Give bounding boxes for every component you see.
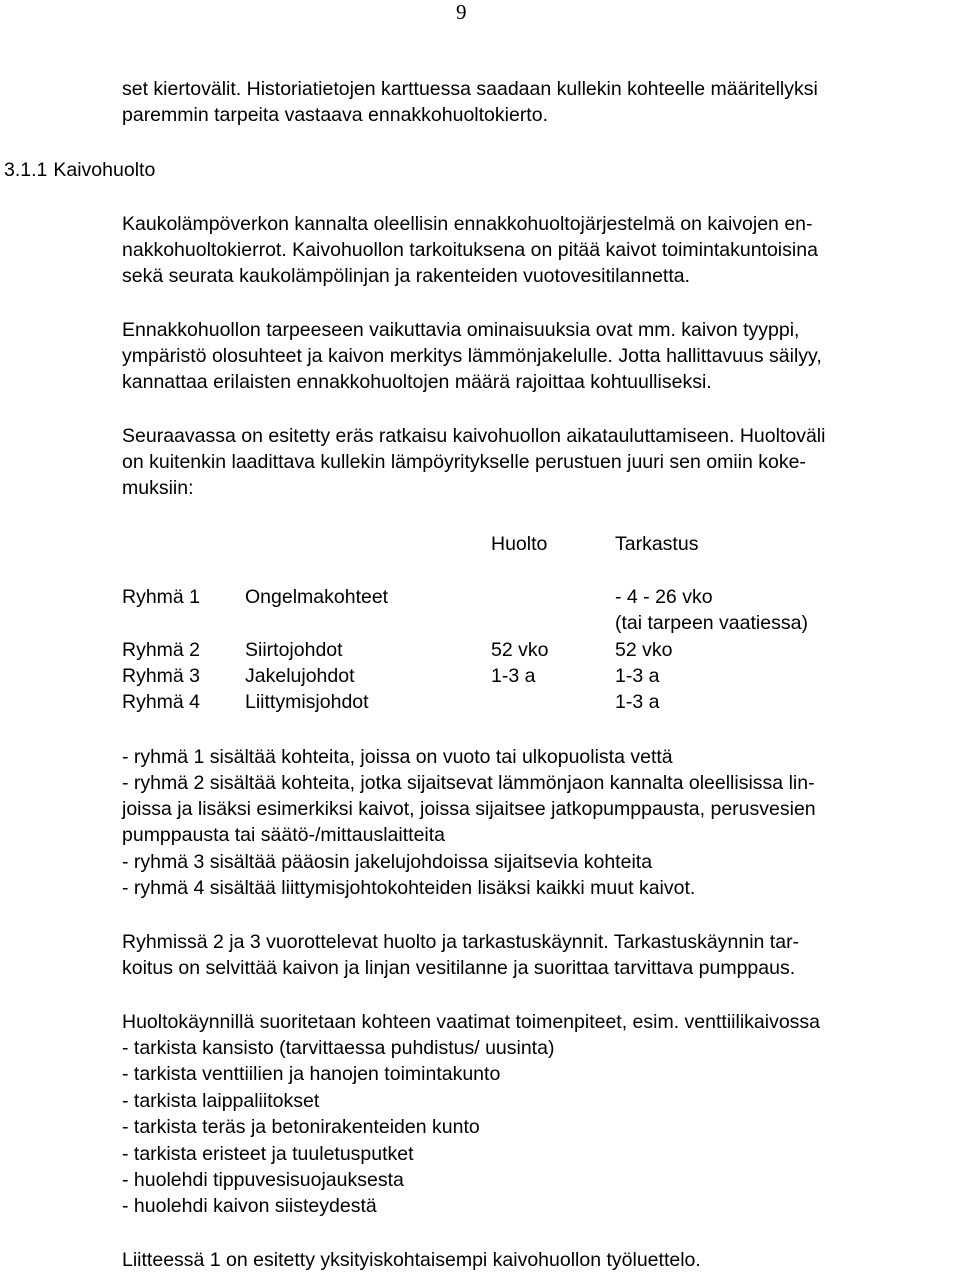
section-title: Kaivohuolto — [53, 159, 156, 181]
checklist-item: - huolehdi kaivon siisteydestä — [122, 1195, 377, 1217]
row-huolto: 1-3 a — [491, 665, 536, 687]
page-number: 9 — [456, 0, 467, 24]
groups-desc-line-3: joissa ja lisäksi esimerkiksi kaivot, joissa sijaitsee jatkopumppausta, perusvesien — [122, 798, 816, 820]
para1-line-3: sekä seurata kaukolämpölinjan ja rakenteiden vuotovesitilannetta. — [122, 265, 691, 287]
row-group: Ryhmä 4 — [122, 691, 201, 713]
row-tarkastus-note: (tai tarpeen vaatiessa) — [615, 612, 808, 634]
section-heading — [4, 157, 155, 183]
para5-line-1: Huoltokäynnillä suoritetaan kohteen vaatimat toimenpiteet, esim. venttiilikaivossa — [122, 1011, 821, 1033]
para2-line-1: Ennakkohuollon tarpeeseen vaikuttavia ominaisuuksia ovat mm. kaivon tyyppi, — [122, 319, 800, 341]
para3-line-2: on kuitenkin laadittava kullekin lämpöyritykselle perustuen juuri sen omiin koke- — [122, 451, 806, 473]
checklist-item: - tarkista teräs ja betonirakenteiden kunto — [122, 1116, 480, 1138]
row-target: Liittymisjohdot — [245, 691, 369, 713]
row-group: Ryhmä 2 — [122, 639, 201, 661]
row-group: Ryhmä 3 — [122, 665, 201, 687]
groups-desc-line-2: - ryhmä 2 sisältää kohteita, jotka sijaitsevat lämmönjaon kannalta oleellisissa lin- — [122, 772, 815, 794]
para2-line-3: kannattaa erilaisten ennakkohuoltojen määrä rajoittaa kohtuulliseksi. — [122, 371, 712, 393]
intro-line-1: set kiertovälit. Historiatietojen karttuessa saadaan kullekin kohteelle määritellyksi — [122, 78, 818, 100]
checklist-item: - tarkista laippaliitokset — [122, 1090, 320, 1112]
para3-line-3: muksiin: — [122, 477, 194, 499]
groups-desc-line-1: - ryhmä 1 sisältää kohteita, joissa on vuoto tai ulkopuolista vettä — [122, 746, 673, 768]
checklist-item: - tarkista eristeet ja tuuletusputket — [122, 1143, 414, 1165]
para1-line-2: nakkohuoltokierrot. Kaivohuollon tarkoituksena on pitää kaivot toimintakuntoisina — [122, 239, 818, 261]
header-huolto: Huolto — [491, 533, 548, 555]
groups-desc-line-4: pumppausta tai säätö-/mittauslaitteita — [122, 824, 446, 846]
row-tarkastus: - 4 - 26 vko — [615, 586, 713, 608]
row-tarkastus: 1-3 a — [615, 665, 660, 687]
checklist-item: - tarkista venttiilien ja hanojen toimintakunto — [122, 1063, 501, 1085]
para1-line-1: Kaukolämpöverkon kannalta oleellisin ennakkohuoltojärjestelmä on kaivojen en- — [122, 213, 813, 235]
row-huolto: 52 vko — [491, 639, 549, 661]
checklist-item: - tarkista kansisto (tarvittaessa puhdistus/ uusinta) — [122, 1037, 555, 1059]
groups-desc-line-5: - ryhmä 3 sisältää pääosin jakelujohdoissa sijaitsevia kohteita — [122, 851, 653, 873]
row-group: Ryhmä 1 — [122, 586, 201, 608]
closing-line: Liitteessä 1 on esitetty yksityiskohtaisempi kaivohuollon työluettelo. — [122, 1249, 701, 1271]
row-target: Jakelujohdot — [245, 665, 355, 687]
header-tarkastus: Tarkastus — [615, 533, 699, 555]
row-target: Siirtojohdot — [245, 639, 343, 661]
groups-desc-line-6: - ryhmä 4 sisältää liittymisjohtokohteiden lisäksi kaikki muut kaivot. — [122, 877, 696, 899]
para4-line-2: koitus on selvittää kaivon ja linjan vesitilanne ja suorittaa tarvittava pumppaus. — [122, 957, 796, 979]
checklist-item: - huolehdi tippuvesisuojauksesta — [122, 1169, 404, 1191]
section-number: 3.1.1 — [4, 159, 48, 181]
para4-line-1: Ryhmissä 2 ja 3 vuorottelevat huolto ja tarkastuskäynnit. Tarkastuskäynnin tar- — [122, 931, 800, 953]
para3-line-1: Seuraavassa on esitetty eräs ratkaisu kaivohuollon aikatauluttamiseen. Huoltoväli — [122, 425, 826, 447]
para2-line-2: ympäristö olosuhteet ja kaivon merkitys lämmönjakelulle. Jotta hallittavuus säilyy, — [122, 345, 822, 367]
row-target: Ongelmakohteet — [245, 586, 389, 608]
row-tarkastus: 52 vko — [615, 639, 673, 661]
row-tarkastus: 1-3 a — [615, 691, 660, 713]
intro-line-2: paremmin tarpeita vastaava ennakkohuoltokierto. — [122, 104, 548, 126]
